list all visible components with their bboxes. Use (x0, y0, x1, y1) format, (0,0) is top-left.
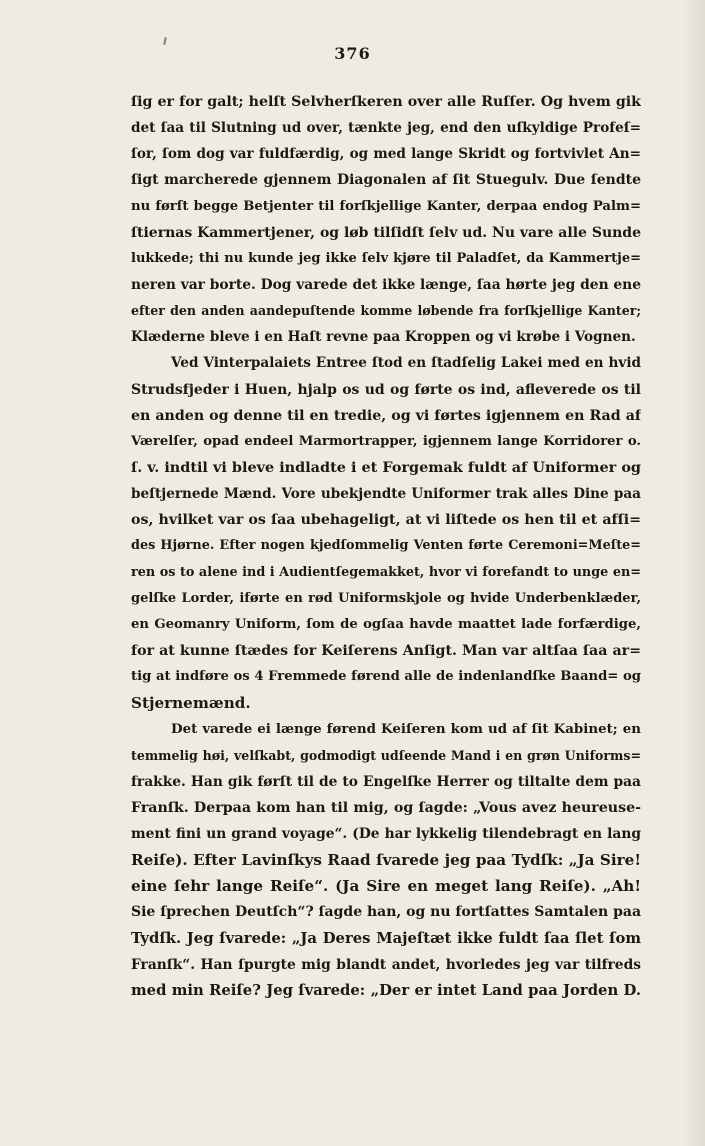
text-line: Franſk. Derpaa kom han til mig, og ſagde: „Vous avez heureuse- (131, 799, 641, 816)
page-number: 376 (334, 44, 371, 63)
text-line: Det varede ei længe førend Keiſeren kom ud af ſit Kabinet; en (171, 721, 641, 738)
text-line: temmelig høi, velſkabt, godmodigt udſeende Mand i en grøn Uniforms= (131, 747, 641, 763)
text-line: ſor, ſom dog var fuldfærdig, og med lange Skridt og fortvivlet An= (131, 146, 641, 163)
text-line: ren os to alene ind i Audientſegemakket, hvor vi forefandt to unge en= (131, 564, 641, 580)
text-line: beſtjernede Mænd. Vore ubekjendte Uniformer trak alles Dine paa (131, 486, 641, 503)
text-line: eine ſehr lange Reiſe“. (Ja Sire en meget lang Reiſe). „Ah! (131, 877, 641, 896)
text-line: ſigt marcherede gjennem Diagonalen af ſit Stuegulv. Due ſendte (131, 172, 641, 189)
text-line: Værelſer, opad endeel Marmortrapper, igjennem lange Korridorer o. (131, 433, 641, 449)
text-line: efter den anden aandepuſtende komme løbende fra forſkjellige Kanter; (131, 303, 641, 319)
text-line: tig at indføre os 4 Fremmede førend alle de indenlandſke Baand= og (131, 669, 641, 685)
text-line: frakke. Han gik førſt til de to Engelſke Herrer og tiltalte dem paa (131, 773, 641, 790)
text-line: lukkede; thi nu kunde jeg ikke ſelv kjøre til Paladſet, da Kammertje= (131, 250, 641, 266)
text-line: nu førſt begge Betjenter til forſkjellige Kanter, derpaa endog Palm= (131, 198, 641, 214)
text-line: Klæderne bleve i en Haſt revne paa Kroppen og vi krøbe i Vognen. (131, 329, 636, 346)
text-line: en anden og denne til en tredie, og vi førtes igjennem en Rad af (131, 407, 641, 424)
text-line: ſtiernas Kammertjener, og løb tilſidſt ſelv ud. Nu vare alle Sunde (131, 224, 641, 241)
text-line: det ſaa til Slutning ud over, tænkte jeg, end den uſkyldige Profeſ= (131, 120, 641, 137)
body-text (131, 89, 641, 1004)
text-line: Franſk“. Han ſpurgte mig blandt andet, hvorledes jeg var tilfreds (131, 956, 641, 973)
text-line: gelſke Lorder, iførte en rød Uniformskjole og hvide Underbenklæder, (131, 590, 641, 606)
text-line: for at kunne ſtædes for Keiſerens Anſigt. Man var altſaa ſaa ar= (131, 642, 641, 659)
text-line: des Hjørne. Efter nogen kjedſommelig Venten førte Ceremoni=Meſte= (131, 538, 641, 554)
text-line: ſig er for galt; helſt Selvherſkeren over alle Ruſſer. Og hvem gik (131, 94, 641, 110)
text-line: os, hvilket var os ſaa ubehageligt, at vi liſtede os hen til et afſi= (131, 512, 641, 529)
text-line: Tydſk. Jeg ſvarede: „Ja Deres Majeſtæt ikke fuldt ſaa ſlet ſom (131, 929, 641, 947)
text-line: Strudsfjeder i Huen, hjalp os ud og førte os ind, afleverede os til (131, 381, 641, 398)
text-line: ment fini un grand voyage“. (De har lykkelig tilendebragt en lang (131, 825, 641, 842)
text-line: ſ. v. indtil vi bleve indladte i et Forgemak fuldt af Uniformer og (131, 458, 641, 476)
text-line: med min Reiſe? Jeg ſvarede: „Der er intet Land paa Jorden D. (131, 981, 641, 999)
text-line: Ved Vinterpalaiets Entree ſtod en ſtadſelig Lakei med en hvid (171, 355, 641, 372)
text-line: Reiſe). Efter Lavinſkys Raad ſvarede jeg paa Tydſk: „Ja Sire! (131, 851, 641, 870)
text-line: en Geomanry Uniform, ſom de ogſaa havde maattet lade forfærdige, (131, 616, 641, 632)
text-line: Stjernemænd. (131, 694, 251, 713)
text-line: Sie ſprechen Deutſch“? ſagde han, og nu fortſattes Samtalen paa (131, 904, 641, 921)
text-line: neren var borte. Dog varede det ikke længe, ſaa hørte jeg den ene (131, 276, 641, 293)
